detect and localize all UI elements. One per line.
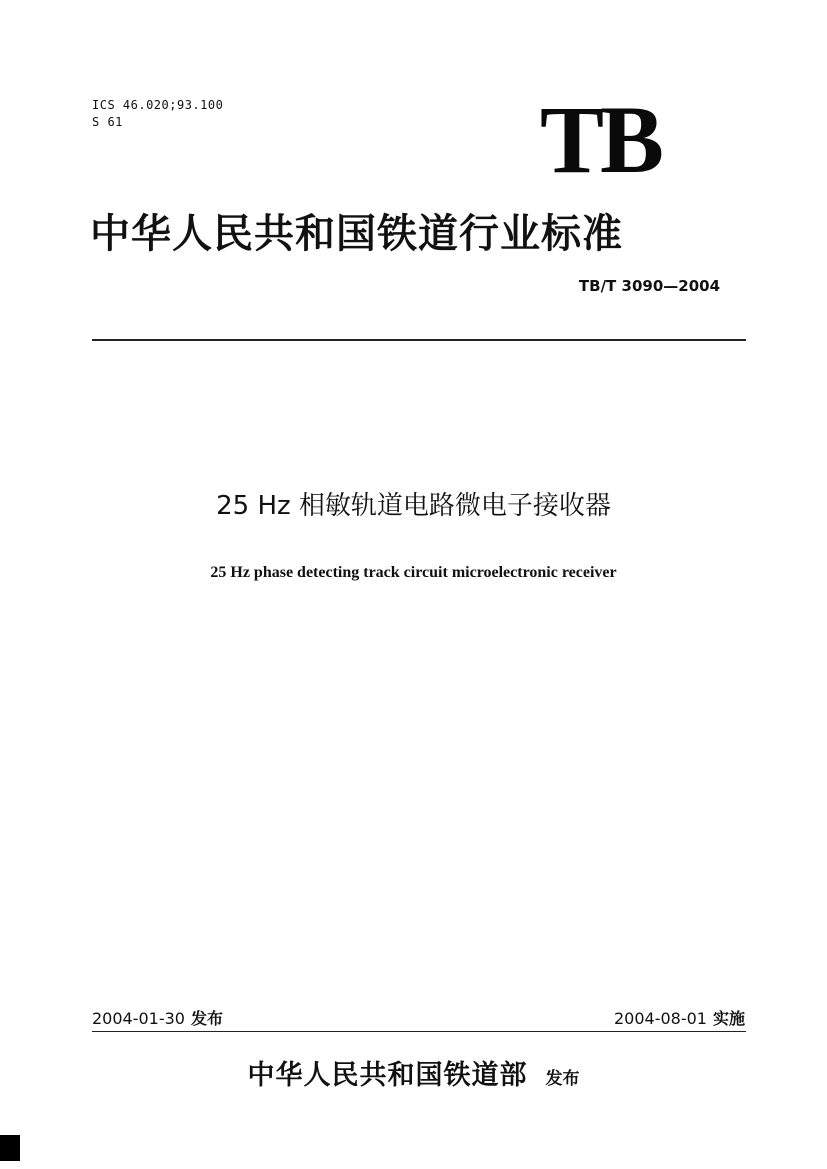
ccs-code: S 61 — [92, 115, 123, 129]
standard-category: 中华人民共和国铁道行业标准 — [90, 210, 623, 257]
effective-label: 实施 — [712, 1009, 745, 1028]
document-title-english: 25 Hz phase detecting track circuit microelectronic receiver — [210, 564, 617, 581]
publisher-action: 发布 — [545, 1069, 580, 1089]
effective-date: 2004-08-01 — [614, 1009, 707, 1028]
ics-code: ICS 46.020;93.100 — [92, 98, 224, 112]
document-title-chinese: 25 Hz 相敏轨道电路微电子接收器 — [216, 491, 611, 521]
publisher-line — [0, 1053, 827, 1092]
header-divider — [92, 339, 746, 341]
publisher-organization: 中华人民共和国铁道部 — [247, 1060, 528, 1091]
issue-date-line — [92, 1009, 223, 1029]
tb-logo: TB — [540, 86, 661, 193]
scan-corner-mark — [0, 1135, 20, 1161]
issue-date: 2004-01-30 — [92, 1009, 185, 1028]
classification-codes — [92, 97, 223, 131]
standard-number: TB/T 3090—2004 — [578, 277, 720, 295]
issue-label: 发布 — [190, 1009, 223, 1028]
footer-divider — [92, 1031, 746, 1032]
effective-date-line — [614, 1009, 745, 1029]
